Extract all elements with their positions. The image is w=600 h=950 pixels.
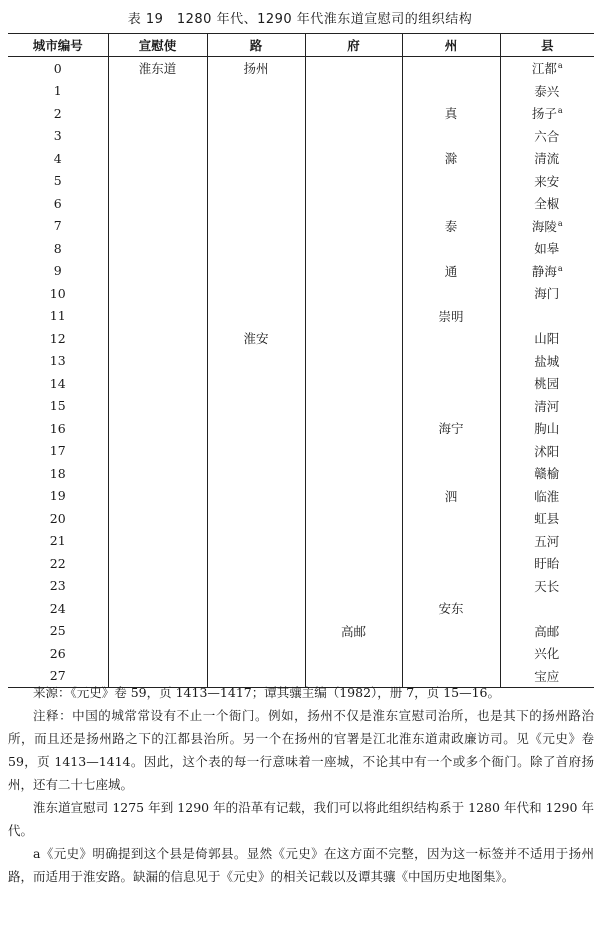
column-header-fu: 府 [305, 34, 402, 57]
cell-fu [305, 552, 402, 575]
cell-city-id-text: 11 [49, 308, 66, 324]
table-row [8, 350, 594, 373]
cell-fu [305, 125, 402, 148]
table-row [8, 125, 594, 148]
cell-lu [207, 642, 305, 665]
cell-zhou [402, 530, 500, 553]
cell-xian [500, 417, 594, 440]
cell-lu [207, 485, 305, 508]
cell-xian [500, 57, 594, 80]
cell-xian-text: 海陵 [531, 218, 557, 234]
cell-city-id-text: 2 [53, 105, 62, 121]
cell-xian-text: 沭阳 [534, 443, 560, 459]
cell-xian [500, 485, 594, 508]
cell-xian [500, 147, 594, 170]
cell-xian-text: 临淮 [534, 488, 560, 504]
cell-lu [207, 350, 305, 373]
cell-fu [305, 485, 402, 508]
cell-xian [500, 440, 594, 463]
table-row [8, 282, 594, 305]
cell-lu [207, 395, 305, 418]
cell-zhou [402, 417, 500, 440]
cell-city-id-text: 24 [49, 600, 66, 616]
cell-fu [305, 170, 402, 193]
cell-city-id [8, 597, 108, 620]
table-row [8, 597, 594, 620]
cell-city-id [8, 620, 108, 643]
cell-xian [500, 237, 594, 260]
footnote-marker: a [557, 106, 563, 116]
cell-fu [305, 305, 402, 328]
cell-xian [500, 327, 594, 350]
cell-zhou [402, 305, 500, 328]
cell-xuanweishi [108, 170, 207, 193]
cell-fu [305, 440, 402, 463]
table-row [8, 305, 594, 328]
cell-city-id-text: 5 [53, 173, 62, 189]
table-row [8, 575, 594, 598]
cell-zhou [402, 237, 500, 260]
cell-xian [500, 372, 594, 395]
cell-zhou [402, 215, 500, 238]
cell-lu [207, 372, 305, 395]
cell-lu [207, 80, 305, 103]
cell-zhou [402, 575, 500, 598]
cell-city-id [8, 372, 108, 395]
cell-zhou [402, 57, 500, 80]
cell-city-id [8, 192, 108, 215]
cell-xuanweishi [108, 260, 207, 283]
cell-fu [305, 237, 402, 260]
table-row [8, 215, 594, 238]
table-row [8, 530, 594, 553]
cell-xian [500, 530, 594, 553]
table-row [8, 327, 594, 350]
cell-zhou [402, 192, 500, 215]
table-caption: 表 19 1280 年代、1290 年代淮东道宣慰司的组织结构 [127, 12, 473, 27]
cell-city-id-text: 10 [49, 285, 66, 301]
table-row [8, 147, 594, 170]
cell-city-id-text: 14 [49, 375, 66, 391]
cell-xuanweishi [108, 462, 207, 485]
cell-city-id [8, 507, 108, 530]
cell-xuanweishi [108, 57, 207, 80]
cell-zhou [402, 350, 500, 373]
cell-xian-text: 虹县 [534, 511, 560, 527]
cell-city-id [8, 642, 108, 665]
cell-zhou [402, 372, 500, 395]
cell-city-id-text: 3 [53, 128, 62, 144]
cell-zhou [402, 282, 500, 305]
cell-fu [305, 462, 402, 485]
cell-xuanweishi [108, 575, 207, 598]
cell-xian [500, 395, 594, 418]
cell-lu [207, 530, 305, 553]
cell-xian [500, 170, 594, 193]
cell-lu [207, 192, 305, 215]
cell-xuanweishi [108, 282, 207, 305]
cell-xian [500, 552, 594, 575]
cell-lu [207, 507, 305, 530]
cell-xuanweishi [108, 642, 207, 665]
cell-xian-text: 六合 [534, 128, 560, 144]
cell-xian [500, 507, 594, 530]
cell-xian [500, 620, 594, 643]
cell-fu [305, 620, 402, 643]
cell-lu [207, 552, 305, 575]
cell-xuanweishi [108, 417, 207, 440]
cell-city-id-text: 4 [53, 150, 62, 166]
cell-xuanweishi [108, 372, 207, 395]
cell-xuanweishi [108, 192, 207, 215]
cell-city-id-text: 9 [53, 263, 62, 279]
cell-city-id [8, 485, 108, 508]
cell-xuanweishi [108, 620, 207, 643]
cell-lu [207, 620, 305, 643]
cell-zhou-text: 泗 [444, 488, 458, 504]
cell-zhou [402, 507, 500, 530]
cell-fu [305, 575, 402, 598]
cell-city-id [8, 147, 108, 170]
cell-city-id [8, 102, 108, 125]
table-row [8, 372, 594, 395]
table-row [8, 552, 594, 575]
cell-fu [305, 417, 402, 440]
cell-xian-text: 泰兴 [534, 83, 560, 99]
cell-zhou [402, 395, 500, 418]
cell-xian-text: 海门 [534, 286, 560, 302]
cell-fu [305, 530, 402, 553]
cell-zhou-text: 通 [444, 263, 458, 279]
cell-zhou [402, 485, 500, 508]
table-row [8, 485, 594, 508]
column-header-city-id: 城市编号 [8, 34, 108, 57]
cell-lu [207, 57, 305, 80]
footnote-marker: a [557, 61, 563, 71]
cell-city-id-text: 0 [53, 60, 62, 76]
cell-city-id-text: 22 [49, 555, 66, 571]
cell-xian-text: 桃园 [534, 376, 560, 392]
cell-lu [207, 575, 305, 598]
notes-section [8, 681, 594, 888]
cell-fu [305, 507, 402, 530]
column-header-xian: 县 [500, 34, 594, 57]
cell-city-id-text: 16 [49, 420, 66, 436]
cell-xian-text: 来安 [534, 173, 560, 189]
cell-xuanweishi [108, 395, 207, 418]
cell-city-id-text: 25 [49, 623, 66, 639]
cell-lu [207, 282, 305, 305]
cell-fu [305, 597, 402, 620]
cell-xian [500, 575, 594, 598]
cell-xuanweishi [108, 507, 207, 530]
cell-xian-text: 高邮 [534, 623, 560, 639]
cell-city-id-text: 27 [49, 668, 66, 684]
cell-zhou [402, 620, 500, 643]
cell-xuanweishi [108, 215, 207, 238]
cell-fu-text: 高邮 [340, 623, 366, 639]
cell-zhou [402, 642, 500, 665]
cell-city-id-text: 8 [53, 240, 62, 256]
cell-lu [207, 327, 305, 350]
cell-zhou-text: 安东 [438, 601, 464, 617]
cell-zhou [402, 125, 500, 148]
cell-city-id [8, 440, 108, 463]
cell-city-id-text: 18 [49, 465, 66, 481]
cell-xian [500, 80, 594, 103]
table-row [8, 440, 594, 463]
cell-fu [305, 260, 402, 283]
cell-fu [305, 642, 402, 665]
cell-xuanweishi [108, 597, 207, 620]
footnote-marker: a [557, 263, 563, 273]
footnote-a: a《元史》明确提到这个县是倚郭县。显然《元史》在这方面不完整，因为这一标签并不适用于扬州路，而适用于淮安路。缺漏的信息见于《元史》的相关记载以及谭其骧《中国历史地图集》。 [8, 846, 594, 884]
cell-xian-text: 兴化 [534, 646, 560, 662]
cell-xuanweishi [108, 440, 207, 463]
cell-city-id-text: 15 [49, 398, 66, 414]
table-row [8, 395, 594, 418]
cell-xian [500, 642, 594, 665]
cell-zhou [402, 80, 500, 103]
cell-xian [500, 215, 594, 238]
cell-zhou [402, 597, 500, 620]
cell-xuanweishi [108, 147, 207, 170]
table-row [8, 260, 594, 283]
cell-city-id-text: 7 [53, 218, 62, 234]
cell-lu [207, 215, 305, 238]
cell-xian-text: 静海 [531, 263, 557, 279]
cell-lu-text: 淮安 [243, 331, 269, 347]
cell-zhou [402, 147, 500, 170]
cell-city-id [8, 462, 108, 485]
cell-lu [207, 237, 305, 260]
cell-city-id-text: 12 [49, 330, 66, 346]
cell-fu [305, 80, 402, 103]
cell-city-id-text: 13 [49, 353, 66, 369]
cell-fu [305, 57, 402, 80]
table-row [8, 237, 594, 260]
cell-fu [305, 350, 402, 373]
cell-xian-text: 江都 [531, 61, 557, 77]
cell-fu [305, 102, 402, 125]
cell-lu [207, 597, 305, 620]
cell-city-id [8, 260, 108, 283]
cell-city-id [8, 530, 108, 553]
table-row [8, 417, 594, 440]
cell-fu [305, 327, 402, 350]
column-header-zhou: 州 [402, 34, 500, 57]
cell-xuanweishi [108, 305, 207, 328]
cell-lu [207, 125, 305, 148]
cell-city-id [8, 80, 108, 103]
cell-xian [500, 282, 594, 305]
cell-zhou [402, 102, 500, 125]
footnote-marker: a [557, 218, 563, 228]
cell-xian-text: 赣榆 [534, 466, 560, 482]
table-body [8, 57, 594, 688]
cell-xian [500, 102, 594, 125]
cell-fu [305, 215, 402, 238]
cell-xian [500, 192, 594, 215]
cell-xian [500, 305, 594, 328]
cell-xian-text: 盐城 [534, 353, 560, 369]
cell-xuanweishi [108, 102, 207, 125]
cell-xian-text: 五河 [534, 533, 560, 549]
cell-xuanweishi [108, 485, 207, 508]
cell-lu [207, 462, 305, 485]
cell-fu [305, 395, 402, 418]
cell-city-id-text: 21 [49, 533, 66, 549]
history-note: 淮东道宣慰司 1275 年到 1290 年的沿革有记载，我们可以将此组织结构系于 1280 年代和 1290 年代。 [8, 800, 594, 838]
cell-city-id [8, 552, 108, 575]
cell-fu [305, 372, 402, 395]
cell-xian-text: 扬子 [531, 106, 557, 122]
cell-xian-text: 宝应 [534, 668, 560, 684]
cell-lu [207, 305, 305, 328]
table-row [8, 642, 594, 665]
cell-xian-text: 盱眙 [534, 556, 560, 572]
cell-lu [207, 170, 305, 193]
cell-city-id [8, 57, 108, 80]
table-row [8, 170, 594, 193]
organization-table [8, 33, 594, 688]
cell-zhou-text: 崇明 [438, 308, 464, 324]
cell-fu [305, 147, 402, 170]
cell-zhou [402, 327, 500, 350]
table-row [8, 102, 594, 125]
cell-zhou [402, 260, 500, 283]
table-row [8, 507, 594, 530]
cell-city-id [8, 575, 108, 598]
cell-city-id [8, 327, 108, 350]
cell-xian-text: 清流 [534, 151, 560, 167]
cell-city-id-text: 17 [49, 443, 66, 459]
cell-zhou [402, 440, 500, 463]
cell-xuanweishi [108, 237, 207, 260]
cell-xian [500, 125, 594, 148]
cell-lu [207, 102, 305, 125]
cell-city-id [8, 305, 108, 328]
column-header-lu: 路 [207, 34, 305, 57]
cell-city-id-text: 6 [53, 195, 62, 211]
cell-city-id [8, 125, 108, 148]
cell-xian-text: 天长 [534, 578, 560, 594]
table-row [8, 57, 594, 80]
column-header-xuanweishi: 宣慰使 [108, 34, 207, 57]
cell-city-id [8, 237, 108, 260]
cell-city-id-text: 20 [49, 510, 66, 526]
cell-xuanweishi [108, 552, 207, 575]
cell-zhou [402, 170, 500, 193]
cell-xian-text: 山阳 [534, 331, 560, 347]
cell-xuanweishi [108, 327, 207, 350]
cell-zhou-text: 泰 [444, 218, 458, 234]
cell-zhou-text: 海宁 [438, 421, 464, 437]
table-row [8, 462, 594, 485]
cell-zhou-text: 真 [444, 106, 458, 122]
cell-city-id [8, 170, 108, 193]
cell-xuanweishi [108, 80, 207, 103]
cell-xian [500, 350, 594, 373]
table-row [8, 80, 594, 103]
table-row [8, 620, 594, 643]
source-note: 来源：《元史》卷 59，页 1413—1417；谭其骧主编（1982），册 7，页 15—16。 [33, 685, 500, 700]
table-row [8, 192, 594, 215]
cell-lu [207, 260, 305, 283]
cell-lu [207, 147, 305, 170]
cell-lu-text: 扬州 [243, 61, 269, 77]
cell-lu [207, 417, 305, 440]
cell-xian [500, 462, 594, 485]
cell-xuanweishi [108, 530, 207, 553]
cell-lu [207, 440, 305, 463]
cell-fu [305, 282, 402, 305]
cell-zhou [402, 462, 500, 485]
cell-xian [500, 260, 594, 283]
cell-city-id [8, 282, 108, 305]
cell-xuanweishi [108, 125, 207, 148]
table-header-row [8, 34, 594, 57]
cell-city-id-text: 1 [53, 83, 62, 99]
cell-city-id-text: 23 [49, 578, 66, 594]
cell-zhou [402, 552, 500, 575]
cell-xian [500, 597, 594, 620]
cell-xuanweishi [108, 350, 207, 373]
cell-fu [305, 192, 402, 215]
cell-xuanweishi-text: 淮东道 [138, 61, 177, 77]
explanatory-note: 注释：中国的城常常设有不止一个衙门。例如，扬州不仅是淮东宣慰司治所，也是其下的扬州路治所，而且还是扬州路之下的江都县治所。另一个在扬州的官署是江北淮东道肃政廉访司。见《元史》卷 59，页 1413—1414。因此，这个表的每一行意味着一座城，不论其中有一个或多个衙门。除了首府扬州，还有二十七座城。 [8, 708, 594, 792]
cell-city-id [8, 417, 108, 440]
cell-xian-text: 全椒 [534, 196, 560, 212]
cell-city-id [8, 395, 108, 418]
cell-xian-text: 如皋 [534, 241, 560, 257]
cell-xian-text: 清河 [534, 398, 560, 414]
cell-city-id-text: 19 [49, 488, 66, 504]
cell-city-id-text: 26 [49, 645, 66, 661]
cell-zhou-text: 滁 [444, 151, 458, 167]
cell-city-id [8, 215, 108, 238]
cell-xian-text: 朐山 [534, 421, 560, 437]
cell-city-id [8, 350, 108, 373]
